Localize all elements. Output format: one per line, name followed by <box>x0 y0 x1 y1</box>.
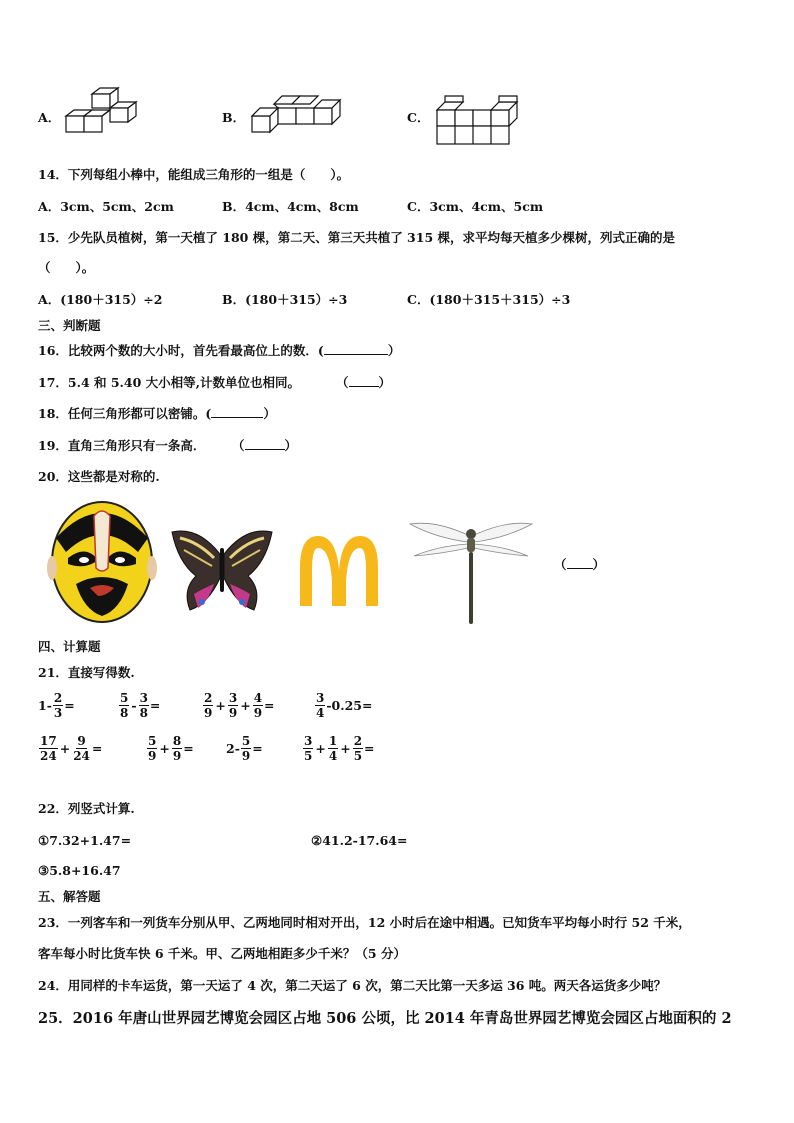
expr-suffix: = <box>91 741 103 756</box>
q20-close: ） <box>592 557 606 572</box>
q14-option-a: A．3cm、5cm、2cm <box>38 199 174 214</box>
q22-item-3: ③5.8+16.47 <box>38 863 121 878</box>
q19-open: （ <box>232 438 245 453</box>
q13-option-c-label: C． <box>407 110 430 125</box>
operator: + <box>315 741 326 756</box>
q13-figure-a <box>62 86 146 136</box>
fraction: $\frac{2}{3}$ <box>53 691 63 720</box>
q21-expr-7 <box>226 734 263 763</box>
expr-suffix: = <box>364 741 375 756</box>
q15-option-b: B．(180＋315）÷3 <box>222 292 348 307</box>
fraction: $\frac{2}{9}$ <box>204 691 213 720</box>
expr-suffix: = <box>252 741 263 756</box>
q14-option-b: B．4cm、4cm、8cm <box>222 199 359 214</box>
operator: + <box>340 741 351 756</box>
q16-text: 16．比较两个数的大小时，首先看最高位上的数．( <box>38 343 324 358</box>
expr-suffix: -0.25= <box>326 698 373 713</box>
expr-suffix: = <box>64 698 75 713</box>
q13-figure-b <box>248 92 348 138</box>
operator: + <box>215 698 226 713</box>
q23-line2: 客车每小时比货车快 6 千米。甲、乙两地相距多少千米？（5 分） <box>38 946 406 961</box>
expr-prefix: 1- <box>38 698 52 713</box>
section-4-heading: 四、计算题 <box>38 639 101 654</box>
q17-open: （ <box>336 375 349 390</box>
q19-close: ） <box>284 438 298 453</box>
q20-open: （ <box>554 557 567 572</box>
q21-expr-4 <box>314 691 372 720</box>
q16 <box>38 343 400 359</box>
q19-answer <box>232 438 297 454</box>
expr-suffix: = <box>183 741 194 756</box>
q15-stem-line1: 15．少先队员植树，第一天植了 180 棵，第二天、第三天共植了 315 棵，求平均每天植多少棵树，列式正确的是 <box>38 230 675 245</box>
section-5-heading: 五、解答题 <box>38 889 101 904</box>
fraction: $\frac{9}{24}$ <box>73 734 90 763</box>
q19-answer-blank[interactable] <box>245 438 285 450</box>
fraction: $\frac{4}{9}$ <box>253 691 263 720</box>
q18-close: ） <box>263 406 276 421</box>
q24-text: 24．用同样的卡车运货，第一天运了 4 次，第二天运了 6 次，第二天比第一天多运 36 吨。两天各运货多少吨？ <box>38 978 667 993</box>
q17 <box>38 375 300 391</box>
fraction: $\frac{3}{4}$ <box>316 691 325 720</box>
q21-expr-1 <box>38 691 75 720</box>
q25-text: 25．2016 年唐山世界园艺博览会园区占地 506 公顷，比 2014 年青岛世界园艺博览会园区占地面积的 2 <box>38 1010 732 1027</box>
q19 <box>38 438 205 454</box>
q21-expr-5 <box>38 734 102 763</box>
q16-close: ） <box>387 343 401 358</box>
q19-text: 19．直角三角形只有一条高． <box>38 438 206 453</box>
fraction: $\frac{8}{9}$ <box>172 734 182 763</box>
operator: + <box>159 741 170 756</box>
q20-answer-blank[interactable] <box>567 557 593 569</box>
q13-option-a-label: A． <box>38 110 61 125</box>
expr-suffix: = <box>264 698 275 713</box>
fraction: $\frac{5}{9}$ <box>148 734 157 763</box>
q21-expr-8 <box>302 734 375 763</box>
q15-option-c: C．(180＋315＋315）÷3 <box>407 292 571 307</box>
fraction: $\frac{3}{5}$ <box>304 734 313 763</box>
section-3-heading: 三、判断题 <box>38 318 101 333</box>
q15-option-a: A．(180＋315）÷2 <box>38 292 163 307</box>
fraction: $\frac{3}{9}$ <box>228 691 238 720</box>
butterfly-image <box>168 528 276 618</box>
q21-expr-2 <box>118 691 160 720</box>
q21-title: 21．直接写得数. <box>38 665 135 680</box>
opera-mask-image <box>46 498 158 624</box>
fraction: $\frac{17}{24}$ <box>40 734 57 763</box>
operator: + <box>59 741 71 756</box>
mcdonalds-logo-image <box>296 532 382 608</box>
fraction: $\frac{3}{8}$ <box>139 691 148 720</box>
expr-prefix: 2- <box>226 741 240 756</box>
q18 <box>38 406 276 422</box>
q17-answer-blank[interactable] <box>349 375 379 387</box>
fraction: $\frac{2}{5}$ <box>353 734 363 763</box>
fraction: $\frac{1}{4}$ <box>328 734 338 763</box>
q22-item-2: ②41.2-17.64= <box>311 833 408 848</box>
q18-text: 18．任何三角形都可以密铺。( <box>38 406 212 421</box>
fraction: $\frac{5}{9}$ <box>241 734 251 763</box>
q14-option-c: C．3cm、4cm、5cm <box>407 199 544 214</box>
q13-option-b-label: B． <box>222 110 246 125</box>
q17-text: 17．5.4 和 5.40 大小相等,计数单位也相同。 <box>38 375 300 390</box>
q13-figure-c <box>433 92 525 148</box>
q15-stem-line2: （ ）。 <box>38 260 95 275</box>
q22-title: 22．列竖式计算. <box>38 801 135 816</box>
q21-expr-6 <box>146 734 194 763</box>
expr-suffix: = <box>149 698 161 713</box>
q20-answer <box>554 557 605 573</box>
q20-stem: 20．这些都是对称的. <box>38 469 160 484</box>
fraction: $\frac{5}{8}$ <box>120 691 129 720</box>
q17-answer <box>336 375 391 391</box>
q14-stem: 14．下列每组小棒中，能组成三角形的一组是（ ）。 <box>38 167 350 182</box>
operator: + <box>240 698 251 713</box>
q21-expr-3 <box>202 691 275 720</box>
dragonfly-image <box>406 512 536 630</box>
q22-item-1: ①7.32+1.47= <box>38 833 132 848</box>
q23-line1: 23．一列客车和一列货车分别从甲、乙两地同时相对开出，12 小时后在途中相遇。已知货车平均每小时行 52 千米， <box>38 915 691 930</box>
q17-close: ） <box>378 375 392 390</box>
q16-answer-blank[interactable] <box>324 343 388 355</box>
q18-answer-blank[interactable] <box>211 406 263 418</box>
operator: - <box>131 698 137 713</box>
